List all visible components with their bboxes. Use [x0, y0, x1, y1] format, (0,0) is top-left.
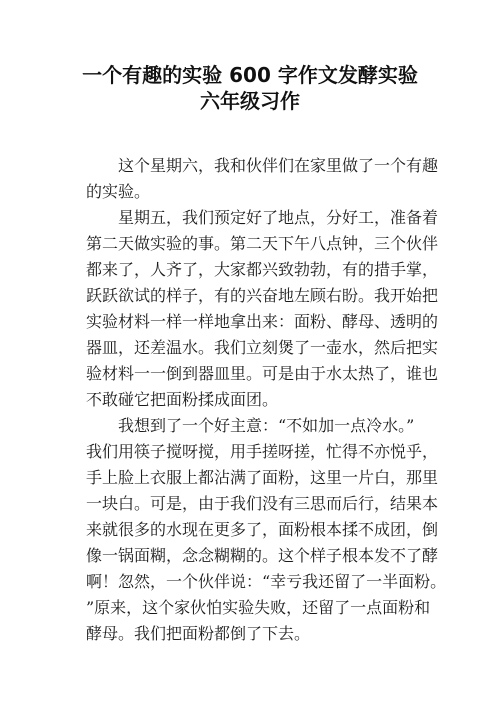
paragraph-3-line-7: 啊！忽然，一个伙伴说：“幸亏我还留了一半面粉。: [86, 572, 447, 591]
document-title-line-2: 六年级习作: [200, 89, 300, 113]
paragraph-3-line-3: 手上脸上衣服上都沾满了面粉，这里一片白，那里: [86, 468, 439, 487]
paragraph-2-line-4: 跃跃欲试的样子，有的兴奋地左顾右盼。我开始把: [86, 286, 439, 305]
paragraph-2-line-1: 星期五，我们预定好了地点，分好工，准备着: [118, 208, 439, 227]
document-title-line-1: 一个有趣的实验 600 字作文发酵实验: [82, 63, 418, 87]
paragraph-3-line-8: ”原来，这个家伙怕实验失败，还留了一点面粉和: [86, 598, 431, 617]
paragraph-3-line-4: 一块白。可是，由于我们没有三思而后行，结果本: [86, 494, 439, 513]
paragraph-2-line-3: 都来了，人齐了，大家都兴致勃勃，有的措手掌，: [86, 260, 439, 279]
paragraph-1-line-1: 这个星期六，我和伙伴们在家里做了一个有趣: [118, 156, 439, 175]
paragraph-3-line-2: 我们用筷子搅呀搅，用手搓呀搓，忙得不亦悦乎，: [86, 442, 439, 461]
paragraph-2-line-7: 验材料一一倒到器皿里。可是由于水太热了，谁也: [86, 364, 439, 383]
paragraph-2-line-2: 第二天做实验的事。第二天下午八点钟，三个伙伴: [86, 234, 439, 253]
paragraph-3-line-6: 像一锅面糊，念念糊糊的。这个样子根本发不了酵: [86, 546, 439, 565]
paragraph-1-line-2: 的实验。: [86, 182, 151, 201]
paragraph-2-line-6: 器皿，还差温水。我们立刻煲了一壶水，然后把实: [86, 338, 439, 357]
paragraph-2-line-8: 不敢碰它把面粉揉成面团。: [86, 390, 279, 409]
paragraph-3-line-9: 酵母。我们把面粉都倒了下去。: [86, 624, 311, 643]
paragraph-3-line-5: 来就很多的水现在更多了，面粉根本揉不成团，倒: [86, 520, 439, 539]
paragraph-2-line-5: 实验材料一样一样地拿出来：面粉、酵母、透明的: [86, 312, 439, 331]
paragraph-3-line-1: 我想到了一个好主意：“不如加一点冷水。”: [118, 416, 415, 435]
